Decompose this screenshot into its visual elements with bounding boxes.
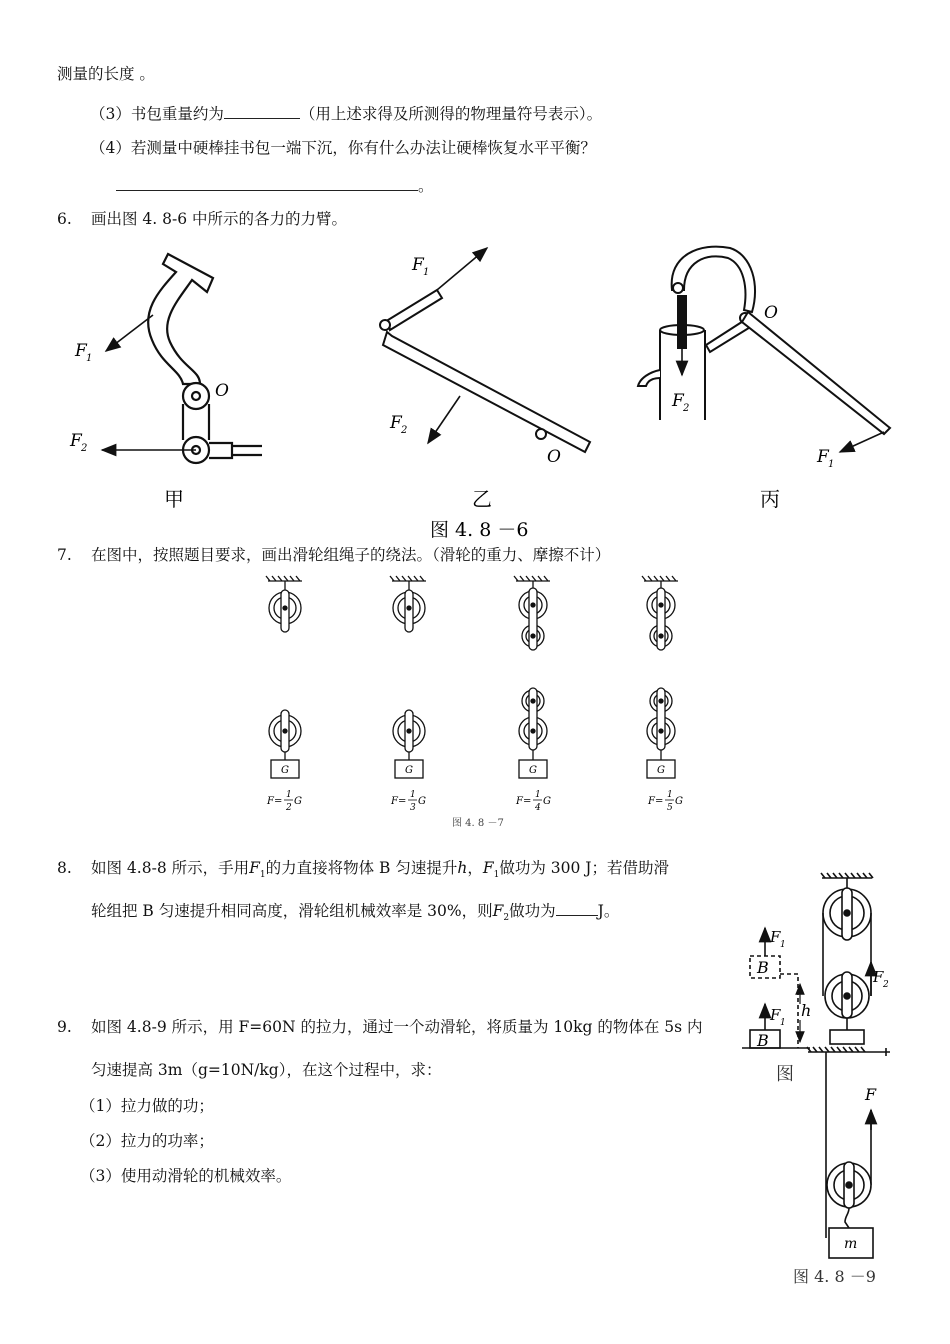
svg-text:1: 1 bbox=[667, 790, 673, 800]
label-f2-jia: F bbox=[70, 431, 82, 451]
label-bing: 丙 bbox=[760, 487, 780, 511]
q9-text-1: 如图 4.8-9 所示，用 F=60N 的拉力，通过一个动滑轮，将质量为 10kg 的物体在 5s 内 bbox=[91, 1018, 703, 1036]
svg-text:F=: F= bbox=[267, 796, 283, 807]
weight-g-2: G bbox=[405, 765, 413, 776]
svg-text:G: G bbox=[543, 796, 551, 807]
q6-number: 6. bbox=[57, 210, 72, 228]
q5-4-end: 。 bbox=[418, 177, 434, 195]
q8-text-b: 的力直接将物体 B 匀速提升 bbox=[265, 859, 458, 877]
svg-text:3: 3 bbox=[410, 803, 416, 813]
question-9-sub-2: （2）拉力的功率； bbox=[80, 1132, 214, 1150]
caption-fig-4-8-6: 图 4. 8 －6 bbox=[430, 519, 529, 541]
q8-number: 8. bbox=[57, 859, 72, 877]
label-o-jia: O bbox=[215, 381, 229, 401]
label-f1-bottom: F bbox=[770, 1006, 781, 1024]
svg-text:2: 2 bbox=[401, 425, 408, 436]
svg-text:G: G bbox=[294, 796, 302, 807]
svg-text:5: 5 bbox=[667, 803, 673, 813]
label-o-bing: O bbox=[764, 303, 778, 323]
question-9-line-2: 匀速提高 3m（g=10N/kg），在这个过程中，求： bbox=[91, 1061, 442, 1079]
label-b-dashed: B bbox=[757, 958, 769, 977]
weight-g-4: G bbox=[657, 765, 665, 776]
q8-f1: F bbox=[249, 859, 260, 877]
svg-text:G: G bbox=[418, 796, 426, 807]
label-f-q9: F bbox=[865, 1085, 877, 1104]
question-8-line-2: 轮组把 B 匀速提升相同高度，滑轮组机械效率是 30%，则$F_2$做功为 J。 bbox=[91, 899, 619, 928]
weight-g-3: G bbox=[529, 765, 537, 776]
label-m: m bbox=[844, 1236, 858, 1252]
label-f1-bing: F bbox=[817, 447, 829, 467]
q9-number: 9. bbox=[57, 1018, 72, 1036]
q5-3-suffix: （用上述求得及所测得的物理量符号表示）。 bbox=[299, 105, 603, 123]
q8-h: h bbox=[457, 859, 468, 877]
q5-3-prefix: （3）书包重量约为 bbox=[90, 105, 224, 123]
svg-text:1: 1 bbox=[780, 1018, 786, 1028]
q8-f2: F bbox=[492, 902, 504, 920]
q8-text-d: 做功为 300 J；若借助滑 bbox=[499, 859, 670, 877]
svg-text:1: 1 bbox=[423, 267, 430, 278]
svg-text:F=: F= bbox=[391, 796, 407, 807]
svg-text:1: 1 bbox=[535, 790, 541, 800]
label-jia: 甲 bbox=[164, 487, 184, 511]
svg-text:G: G bbox=[675, 796, 683, 807]
label-f1-yi: F bbox=[412, 255, 424, 275]
svg-text:1: 1 bbox=[780, 940, 786, 950]
svg-text:2: 2 bbox=[683, 403, 690, 414]
label-f2: F bbox=[873, 968, 884, 986]
caption-fig-4-8-7: 图 4. 8 －7 bbox=[452, 818, 504, 829]
question-9-sub-1: （1）拉力做的功； bbox=[80, 1097, 214, 1115]
question-5-4: （4）若测量中硬棒挂书包一端下沉，你有什么办法让硬棒恢复水平平衡？ bbox=[90, 139, 596, 157]
label-yi: 乙 bbox=[472, 487, 492, 511]
svg-text:1: 1 bbox=[86, 353, 93, 364]
label-f2-bing: F bbox=[672, 391, 684, 411]
svg-text:2: 2 bbox=[883, 980, 889, 990]
weight-g-1: G bbox=[281, 765, 289, 776]
question-8-line-1: 8. 如图 4.8-8 所示，手用$F_1$的力直接将物体 B 匀速提升h，$F_1$做功为 300 J；若借助滑 bbox=[57, 859, 670, 881]
label-f1-top: F bbox=[770, 928, 781, 946]
q8-text-2a: 轮组把 B 匀速提升相同高度，滑轮组机械效率是 30%，则 bbox=[91, 902, 493, 920]
svg-text:F=: F= bbox=[516, 796, 532, 807]
svg-text:2: 2 bbox=[81, 443, 88, 454]
label-b: B bbox=[757, 1031, 769, 1050]
line-measure-length: 测量的长度 。 bbox=[57, 65, 155, 83]
caption-fig-4-8-8-partial: 图 bbox=[776, 1064, 794, 1085]
question-9-sub-3: （3）使用动滑轮的机械效率。 bbox=[80, 1167, 292, 1185]
label-h: h bbox=[801, 1001, 812, 1020]
q7-text: 在图中，按照题目要求，画出滑轮组绳子的绕法。（滑轮的重力、摩擦不计） bbox=[91, 546, 611, 564]
q7-number: 7. bbox=[57, 546, 72, 564]
svg-text:4: 4 bbox=[535, 803, 541, 813]
label-f2-yi: F bbox=[390, 413, 402, 433]
svg-text:1: 1 bbox=[410, 790, 416, 800]
svg-text:2: 2 bbox=[286, 803, 292, 813]
q8-text-a: 如图 4.8-8 所示，手用 bbox=[91, 859, 250, 877]
svg-text:1: 1 bbox=[828, 459, 835, 470]
svg-text:1: 1 bbox=[286, 790, 292, 800]
label-f1-jia: F bbox=[75, 341, 87, 361]
q6-text: 画出图 4. 8-6 中所示的各力的力臂。 bbox=[91, 210, 348, 228]
caption-fig-4-8-9: 图 4. 8 －9 bbox=[793, 1267, 876, 1286]
label-o-yi: O bbox=[547, 447, 561, 467]
svg-text:F=: F= bbox=[648, 796, 664, 807]
